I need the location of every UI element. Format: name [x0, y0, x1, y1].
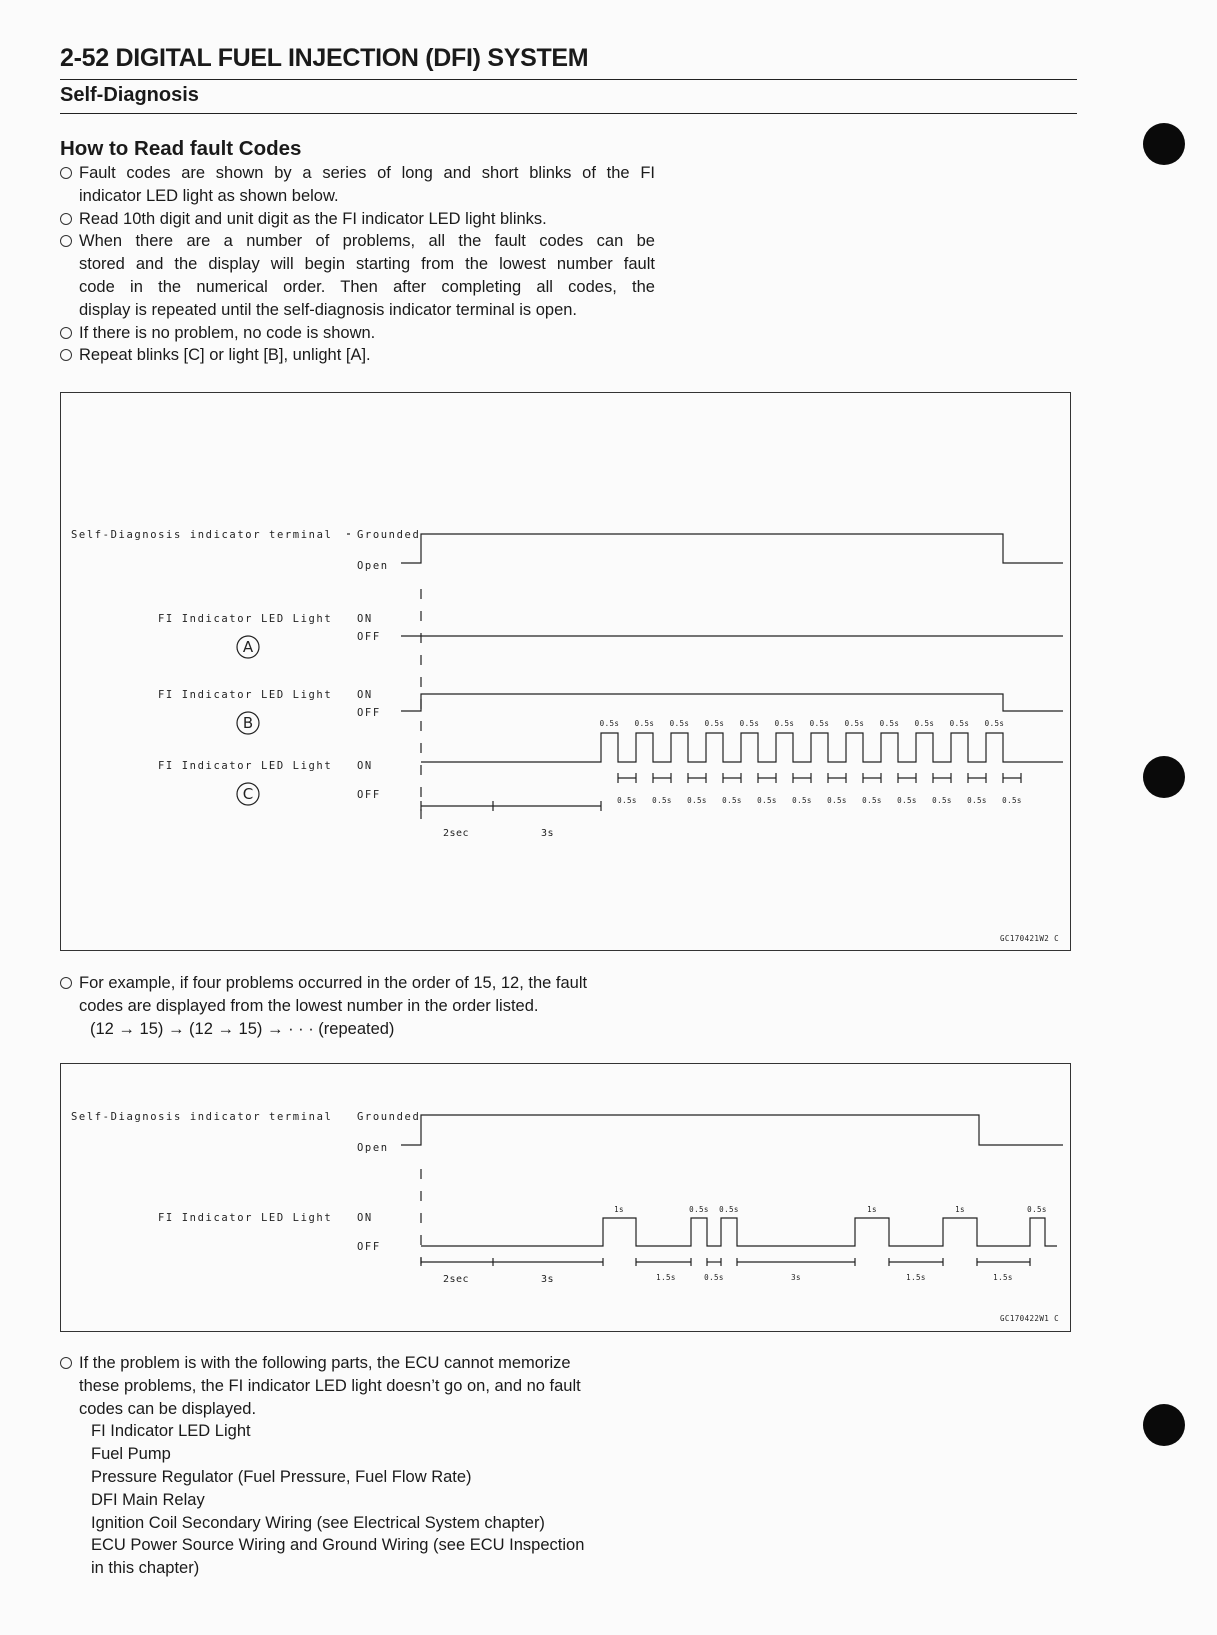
binder-hole	[1143, 1404, 1185, 1446]
timing-diagram-1	[60, 392, 1071, 951]
gap-duration-label: 0.5s	[932, 796, 952, 805]
time-label: 1.5s	[656, 1273, 676, 1282]
bullet-circle-icon	[60, 213, 72, 225]
pulse-label: 0.5s	[719, 1205, 739, 1214]
time-label: 3s	[791, 1273, 801, 1282]
bullet-circle-icon	[60, 349, 72, 361]
parts-list	[60, 1420, 670, 1580]
bullet-circle-icon	[60, 1357, 72, 1369]
time-label: 0.5s	[704, 1273, 724, 1282]
instructions-list	[60, 162, 655, 367]
gap-duration-label: 0.5s	[897, 796, 917, 805]
list-item: For example, if four problems occurred in the order of 15, 12, the fault codes are displayed from the lowest number in the order listed. (12 → 15) → (12 → 15) → · · · (repeated)	[60, 972, 670, 1040]
fault-code-waveform	[421, 1218, 1057, 1246]
gap-duration-label: 0.5s	[687, 796, 707, 805]
list-item: Read 10th digit and unit digit as the FI indicator LED light blinks.	[60, 208, 655, 231]
waveform-b	[401, 694, 1063, 711]
time-label: 2sec	[443, 1274, 470, 1285]
pulse-duration-label: 0.5s	[739, 719, 760, 728]
pulse-label: 1s	[867, 1205, 877, 1214]
grounded-label: Grounded	[357, 529, 421, 541]
gap-duration-label: 0.5s	[1002, 796, 1022, 805]
example-block	[60, 972, 670, 1040]
on-label: ON	[357, 1212, 373, 1224]
example-sequence: (12 → 15) → (12 → 15) → · · · (repeated)	[90, 1019, 395, 1038]
waveform-c	[421, 733, 1063, 762]
title-rule	[60, 79, 1077, 80]
gap-duration-label: 0.5s	[967, 796, 987, 805]
list-item: Repeat blinks [C] or light [B], unlight [A].	[60, 344, 655, 367]
time-label-3s: 3s	[541, 828, 555, 839]
pulse-duration-label: 0.5s	[669, 719, 690, 728]
bullet-circle-icon	[60, 977, 72, 989]
led-label-a: FI Indicator LED Light	[158, 613, 333, 625]
pulse-duration-label: 0.5s	[844, 719, 865, 728]
figure-code: GC170422W1 C	[1000, 1314, 1059, 1323]
pulse-duration-label: 0.5s	[949, 719, 970, 728]
bullet-circle-icon	[60, 167, 72, 179]
list-item: When there are a number of problems, all the fault codes can be stored and the display will begin starting from the lowest number fault code in the numerical order. Then after completing all codes, the display is repeated until the self-diagnosis indicator terminal is open.	[60, 230, 655, 321]
section-heading: How to Read fault Codes	[60, 137, 302, 160]
gap-duration-label: 0.5s	[827, 796, 847, 805]
pulse-label: 1s	[614, 1205, 624, 1214]
marker-a: A	[242, 638, 254, 656]
pulse-duration-label: 0.5s	[704, 719, 725, 728]
part-item: ECU Power Source Wiring and Ground Wiring (see ECU Inspection	[91, 1536, 585, 1555]
open-label: Open	[357, 560, 389, 572]
part-item: DFI Main Relay	[91, 1490, 205, 1509]
terminal-waveform	[401, 1115, 1063, 1145]
pulse-duration-label: 0.5s	[879, 719, 900, 728]
led-label-b: FI Indicator LED Light	[158, 689, 333, 701]
marker-b: B	[242, 714, 254, 732]
binder-hole	[1143, 756, 1185, 798]
subtitle-rule	[60, 113, 1077, 114]
note-block	[60, 1352, 670, 1580]
marker-c: C	[242, 785, 254, 803]
timing-diagram-2	[60, 1063, 1071, 1332]
pulse-duration-label: 0.5s	[809, 719, 830, 728]
led-label: FI Indicator LED Light	[158, 1212, 333, 1224]
terminal-label: Self-Diagnosis indicator terminal	[71, 1111, 333, 1123]
gap-duration-label: 0.5s	[652, 796, 672, 805]
part-item: Fuel Pump	[91, 1445, 171, 1464]
on-label: ON	[357, 613, 373, 625]
part-item: in this chapter)	[91, 1559, 200, 1578]
binder-hole	[1143, 123, 1185, 165]
terminal-waveform	[401, 534, 1063, 563]
time-label: 3s	[541, 1274, 555, 1285]
bullet-circle-icon	[60, 327, 72, 339]
on-label: ON	[357, 760, 373, 772]
pulse-duration-label: 0.5s	[634, 719, 655, 728]
bullet-circle-icon	[60, 235, 72, 247]
time-label-2sec: 2sec	[443, 828, 470, 839]
gap-duration-label: 0.5s	[722, 796, 742, 805]
pulse-duration-label: 0.5s	[599, 719, 620, 728]
figure-code: GC170421W2 C	[1000, 934, 1059, 943]
time-label: 1.5s	[906, 1273, 926, 1282]
pulse-duration-label: 0.5s	[984, 719, 1005, 728]
part-item: Pressure Regulator (Fuel Pressure, Fuel Flow Rate)	[91, 1467, 472, 1486]
on-label: ON	[357, 689, 373, 701]
off-label: OFF	[357, 1241, 381, 1253]
led-label-c: FI Indicator LED Light	[158, 760, 333, 772]
off-label: OFF	[357, 631, 381, 643]
gap-duration-label: 0.5s	[862, 796, 882, 805]
pulse-duration-label: 0.5s	[914, 719, 935, 728]
pulse-label: 0.5s	[689, 1205, 709, 1214]
open-label: Open	[357, 1142, 389, 1154]
page-title: 2-52 DIGITAL FUEL INJECTION (DFI) SYSTEM	[60, 44, 589, 72]
gap-duration-label: 0.5s	[792, 796, 812, 805]
time-label: 1.5s	[993, 1273, 1013, 1282]
off-label: OFF	[357, 789, 381, 801]
list-item: If there is no problem, no code is shown.	[60, 322, 655, 345]
terminal-label: Self-Diagnosis indicator terminal	[71, 529, 333, 541]
off-label: OFF	[357, 707, 381, 719]
grounded-label: Grounded	[357, 1111, 421, 1123]
part-item: FI Indicator LED Light	[91, 1422, 251, 1441]
part-item: Ignition Coil Secondary Wiring (see Electrical System chapter)	[91, 1513, 545, 1532]
pulse-label: 0.5s	[1027, 1205, 1047, 1214]
list-item: Fault codes are shown by a series of long and short blinks of the FI indicator LED light as shown below.	[60, 162, 655, 208]
pulse-duration-label: 0.5s	[774, 719, 795, 728]
gap-duration-label: 0.5s	[617, 796, 637, 805]
pulse-label: 1s	[955, 1205, 965, 1214]
section-subtitle: Self-Diagnosis	[60, 84, 199, 106]
gap-duration-label: 0.5s	[757, 796, 777, 805]
list-item: If the problem is with the following parts, the ECU cannot memorize these problems, the FI indicator LED light doesn’t go on, and no fault codes can be displayed.	[60, 1352, 670, 1420]
